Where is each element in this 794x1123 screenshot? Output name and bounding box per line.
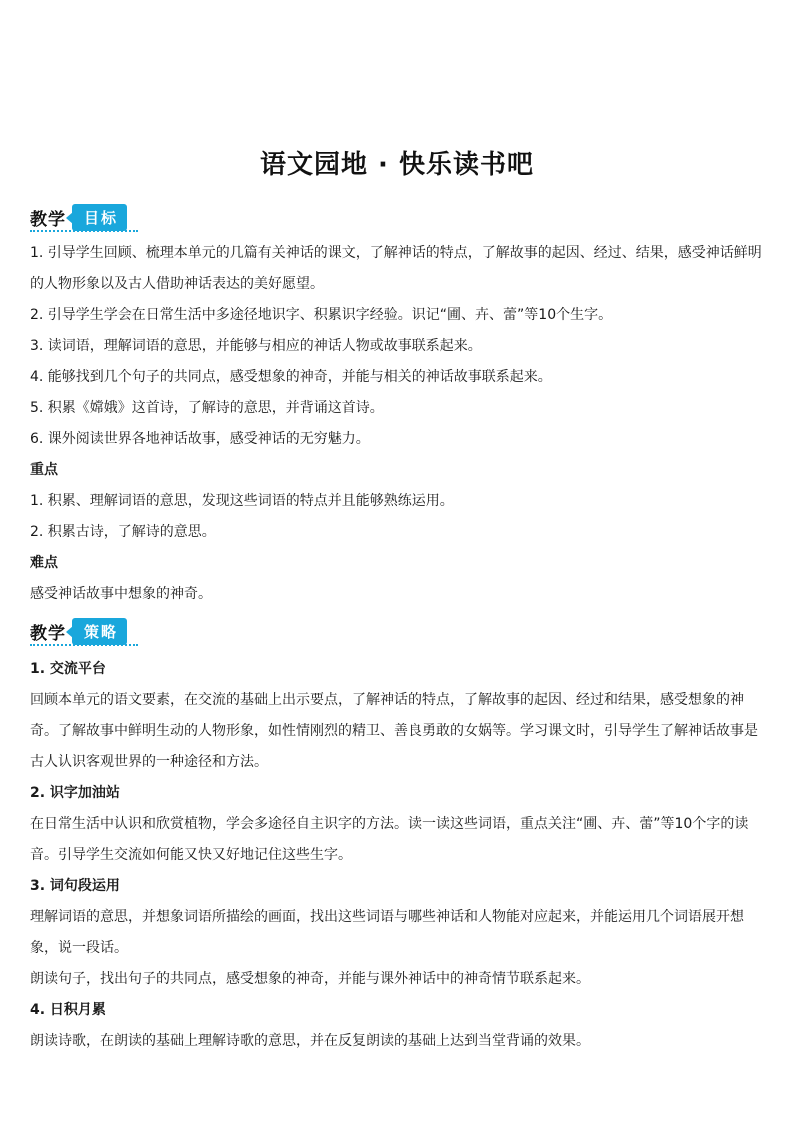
goal-item: 2. 引导学生学会在日常生活中多途径地识字、积累识字经验。识记“圃、卉、蕾”等10个生字。 — [30, 307, 613, 323]
goal-item: 6. 课外阅读世界各地神话故事，感受神话的无穷魅力。 — [30, 431, 370, 447]
strategy-heading: 3. 词句段运用 — [30, 878, 120, 894]
strategy-heading: 1. 交流平台 — [30, 661, 106, 677]
section-tag: 目标 — [72, 204, 127, 231]
difficult-point-text: 感受神话故事中想象的神奇。 — [30, 586, 212, 602]
goal-item: 3. 读词语，理解词语的意思，并能够与相应的神话人物或故事联系起来。 — [30, 338, 482, 354]
strategy-body — [30, 654, 766, 1057]
key-points-label: 重点 — [30, 462, 58, 478]
section-underline — [30, 644, 138, 646]
section-header-goals — [30, 202, 127, 232]
key-point-item: 1. 积累、理解词语的意思，发现这些词语的特点并且能够熟练运用。 — [30, 493, 454, 509]
strategy-paragraph: 回顾本单元的语文要素，在交流的基础上出示要点，了解神话的特点，了解故事的起因、经过和结果，感受想象的神奇。了解故事中鲜明生动的人物形象，如性情刚烈的精卫、善良勇敢的女娲等。学习课文时，引导学生了解神话故事是古人认识客观世界的一种途径和方法。 — [30, 692, 758, 770]
goals-body — [30, 238, 766, 610]
strategy-heading: 2. 识字加油站 — [30, 785, 120, 801]
section-header-strategy — [30, 616, 127, 646]
strategy-paragraph: 理解词语的意思，并想象词语所描绘的画面，找出这些词语与哪些神话和人物能对应起来，并能运用几个词语展开想象，说一段话。 — [30, 909, 744, 956]
strategy-heading: 4. 日积月累 — [30, 1002, 106, 1018]
section-tag: 策略 — [72, 618, 127, 645]
section-underline — [30, 230, 138, 232]
goal-item: 4. 能够找到几个句子的共同点，感受想象的神奇，并能与相关的神话故事联系起来。 — [30, 369, 552, 385]
difficult-points-label: 难点 — [30, 555, 58, 571]
goal-item: 1. 引导学生回顾、梳理本单元的几篇有关神话的课文，了解神话的特点，了解故事的起因、经过、结果，感受神话鲜明的人物形象以及古人借助神话表达的美好愿望。 — [30, 245, 762, 292]
section-prefix: 教学 — [30, 623, 66, 644]
key-point-item: 2. 积累古诗，了解诗的意思。 — [30, 524, 216, 540]
strategy-paragraph: 朗读诗歌，在朗读的基础上理解诗歌的意思，并在反复朗读的基础上达到当堂背诵的效果。 — [30, 1033, 590, 1049]
goal-item: 5. 积累《嫦娥》这首诗，了解诗的意思，并背诵这首诗。 — [30, 400, 384, 416]
strategy-paragraph: 朗读句子，找出句子的共同点，感受想象的神奇，并能与课外神话中的神奇情节联系起来。 — [30, 971, 590, 987]
page-title: 语文园地 · 快乐读书吧 — [260, 150, 534, 180]
strategy-paragraph: 在日常生活中认识和欣赏植物，学会多途径自主识字的方法。读一读这些词语，重点关注“圃、卉、蕾”等10个字的读音。引导学生交流如何能又快又好地记住这些生字。 — [30, 816, 749, 863]
section-prefix: 教学 — [30, 209, 66, 230]
